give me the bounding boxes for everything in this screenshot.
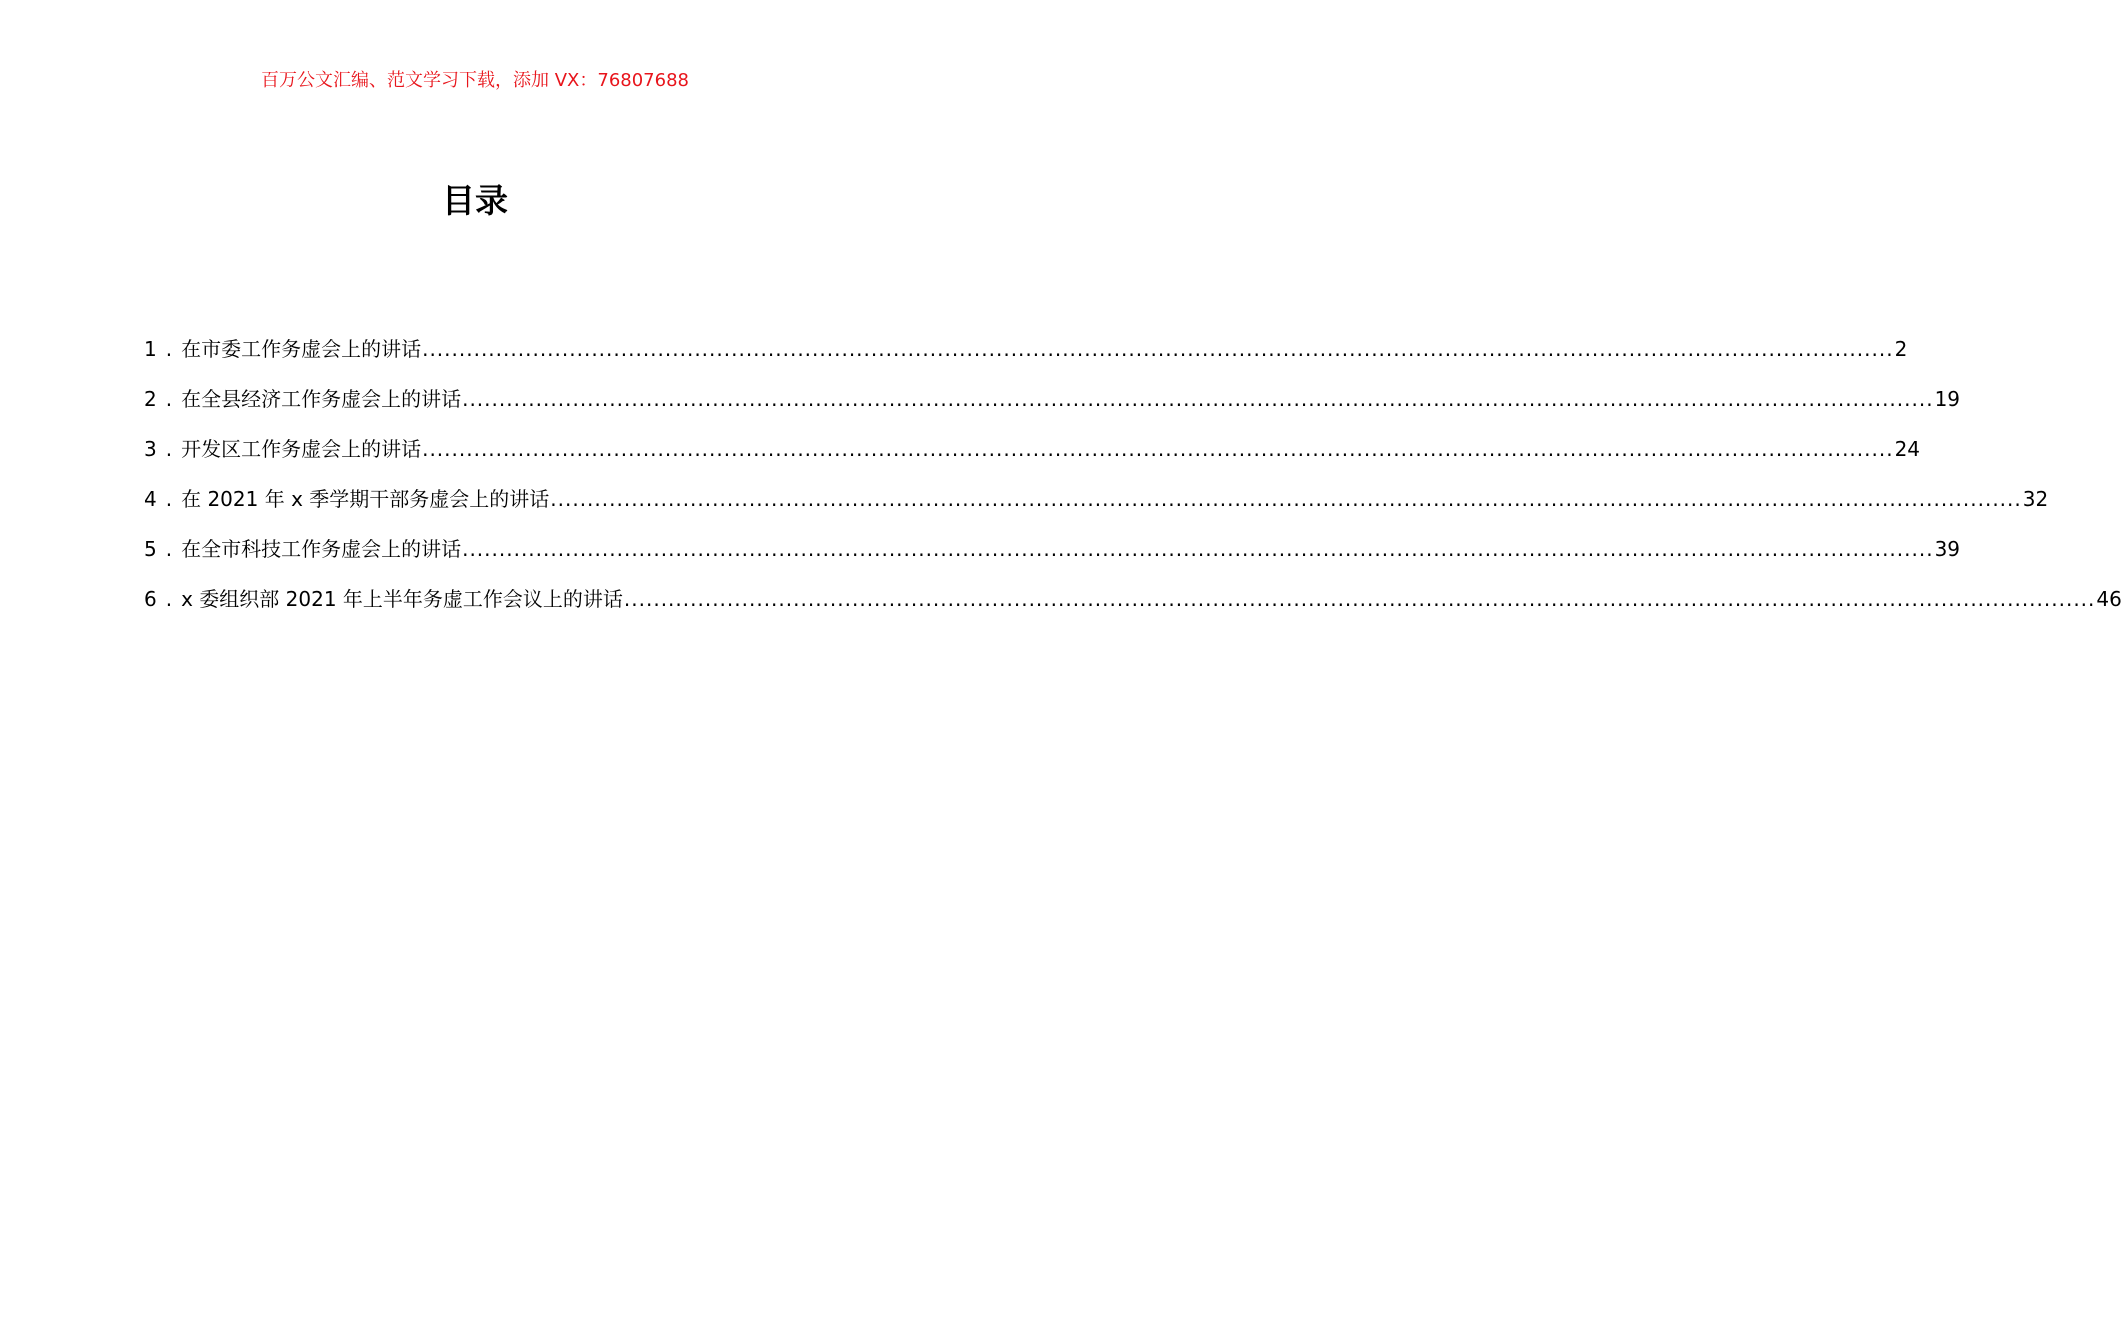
- toc-entry-title: 在全市科技工作务虚会上的讲话: [181, 537, 462, 561]
- toc-entry-page: 32: [2022, 487, 2049, 511]
- toc-entry-separator: .: [165, 587, 173, 611]
- toc-entry-number: 3: [144, 437, 157, 461]
- toc-entry-page: 46: [2096, 587, 2122, 611]
- toc-entry-number: 4: [144, 487, 157, 511]
- toc-entry-title: 在 2021 年 x 季学期干部务虚会上的讲话: [181, 487, 550, 511]
- toc-entry-4[interactable]: [144, 480, 2049, 530]
- toc-entry-5[interactable]: [144, 530, 1961, 580]
- toc-entry-title: 开发区工作务虚会上的讲话: [181, 437, 422, 461]
- toc-entry-6[interactable]: [144, 580, 2122, 630]
- toc-dot-leader: ........................................................................................................................................................................................................: [623, 587, 2096, 611]
- toc-entry-separator: .: [165, 487, 173, 511]
- toc-entry-title: x 委组织部 2021 年上半年务虚工作会议上的讲话: [181, 587, 623, 611]
- toc-entry-title: 在市委工作务虚会上的讲话: [181, 337, 422, 361]
- header-banner: 百万公文汇编、范文学习下载，添加 VX：76807688: [261, 70, 689, 91]
- toc-dot-leader: ........................................................................................................................................................................................................: [550, 487, 2022, 511]
- toc-dot-leader: ........................................................................................................................................................................................................: [462, 387, 1934, 411]
- toc-entry-separator: .: [165, 387, 173, 411]
- toc-dot-leader: ........................................................................................................................................................................................................: [462, 537, 1934, 561]
- page-title: 目录: [442, 181, 508, 220]
- toc-entry-page: 19: [1934, 387, 1961, 411]
- toc-dot-leader: ........................................................................................................................................................................................................: [422, 337, 1894, 361]
- table-of-contents: [144, 330, 2122, 630]
- toc-entry-separator: .: [165, 537, 173, 561]
- toc-entry-number: 1: [144, 337, 157, 361]
- toc-entry-1[interactable]: [144, 330, 1908, 380]
- toc-entry-page: 2: [1894, 337, 1908, 361]
- toc-entry-2[interactable]: [144, 380, 1961, 430]
- toc-entry-separator: .: [165, 437, 173, 461]
- toc-entry-number: 6: [144, 587, 157, 611]
- toc-entry-title: 在全县经济工作务虚会上的讲话: [181, 387, 462, 411]
- toc-entry-number: 5: [144, 537, 157, 561]
- toc-entry-separator: .: [165, 337, 173, 361]
- toc-entry-page: 24: [1894, 437, 1921, 461]
- toc-entry-number: 2: [144, 387, 157, 411]
- toc-entry-3[interactable]: [144, 430, 1921, 480]
- toc-entry-page: 39: [1934, 537, 1961, 561]
- toc-dot-leader: ........................................................................................................................................................................................................: [422, 437, 1894, 461]
